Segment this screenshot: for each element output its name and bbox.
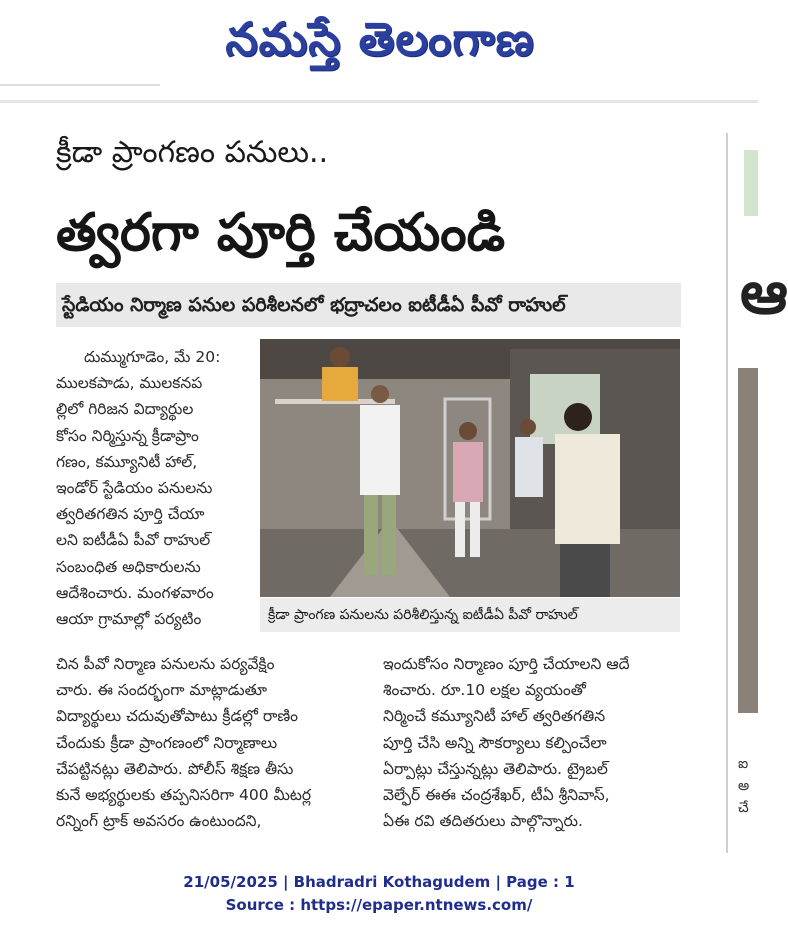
body-line: ఇందుకోసం నిర్మాణం పూర్తి చేయాలని ఆదే xyxy=(383,655,630,673)
body-line: రన్నింగ్ ట్రాక్ అవసరం ఉంటుందని, xyxy=(56,812,262,831)
adjacent-article-strip xyxy=(726,133,788,853)
article-body-bottom-right xyxy=(383,651,693,834)
body-line: కోసం నిర్మిస్తున్న క్రీడాప్రాం xyxy=(56,426,199,445)
article-deck: స్టేడియం నిర్మాణ పనుల పరిశీలనలో భద్రాచలం ఐటీడీఏ పీవో రాహుల్ xyxy=(56,283,681,327)
column-divider xyxy=(726,133,728,853)
body-line: నిర్మించే కమ్యూనిటీ హాల్ త్వరితగతిన xyxy=(383,707,606,726)
photo-caption: క్రీడా ప్రాంగణ పనులను పరిశీలిస్తున్న ఐటీడీఏ పీవో రాహుల్ xyxy=(260,598,680,632)
article-body-bottom-left xyxy=(56,651,376,834)
body-line: వెల్ఫేర్ ఈఈ చంద్రశేఖర్, టీఏ శ్రీనివాస్, xyxy=(383,786,610,805)
adjacent-text-fragment xyxy=(738,753,749,819)
news-article xyxy=(0,103,700,863)
body-line: ల్లిలో గిరిజన విద్యార్థుల xyxy=(56,400,194,419)
footer-source: Source : https://epaper.ntnews.com/ xyxy=(225,896,533,914)
body-line: సంబంధిత అధికారులను xyxy=(56,557,201,576)
body-line: విద్యార్థులు చదువుతోపాటు క్రీడల్లో రాణిం xyxy=(56,707,299,726)
article-headline: త్వరగా పూర్తి చేయండి xyxy=(56,203,506,263)
body-line: కునే అభ్యర్థులకు తప్పనిసరిగా 400 మీటర్ల xyxy=(56,786,312,805)
adjacent-photo xyxy=(738,368,758,713)
body-line: లని ఐటీడీఏ పీవో రాహుల్ xyxy=(56,531,211,550)
photo-illustration xyxy=(260,339,680,597)
body-line: ములకపాడు, ములకనప xyxy=(56,374,203,393)
article-body-left xyxy=(56,344,251,632)
article-kicker: క్రీడా ప్రాంగణం పనులు.. xyxy=(56,135,329,170)
adjacent-headline-fragment: ఆ xyxy=(740,258,788,328)
newspaper-logo: నమస్తే తెలంగాణ xyxy=(225,12,535,66)
body-line: చేపట్టినట్లు తెలిపారు. పోలీస్ శిక్షణ తీసు xyxy=(56,759,294,778)
masthead-divider-left xyxy=(0,84,160,86)
footer-edition-info: 21/05/2025 | Bhadradri Kothagudem | Page : 1 xyxy=(183,873,575,891)
body-line: చారు. ఈ సందర్భంగా మాట్లాడుతూ xyxy=(56,681,268,700)
body-line: గణం, కమ్యూనిటీ హాల్, xyxy=(56,452,198,471)
body-line: ఏఈ రవి తదితరులు పాల్గొన్నారు. xyxy=(383,812,583,831)
body-line: త్వరితగతిన పూర్తి చేయా xyxy=(56,505,205,524)
body-line: దుమ్ముగూడెం, మే 20: xyxy=(84,348,221,366)
adjacent-text-line: అ xyxy=(738,778,750,794)
adjacent-text-line: ఐ xyxy=(738,756,749,772)
masthead xyxy=(0,0,758,100)
body-line: శించారు. రూ.10 లక్షల వ్యయంతో xyxy=(383,681,586,700)
adjacent-text-line: చే xyxy=(738,800,749,816)
body-line: పూర్తి చేసి అన్ని సౌకర్యాలు కల్పించేలా xyxy=(383,733,607,752)
body-line: చిన పీవో నిర్మాణ పనులను పర్యవేక్షిం xyxy=(56,655,275,673)
body-line: ఆదేశించారు. మంగళవారం xyxy=(56,583,214,602)
body-line: చేందుకు క్రీడా ప్రాంగణంలో నిర్మాణాలు xyxy=(56,733,278,752)
body-line: ఇండోర్ స్టేడియం పనులను xyxy=(56,479,213,498)
adjacent-kicker-box xyxy=(744,150,758,216)
body-line: ఏర్పాట్లు చేస్తున్నట్లు తెలిపారు. ట్రైబల్ xyxy=(383,759,608,778)
body-line: ఆయా గ్రామాల్లో పర్యటిం xyxy=(56,610,202,629)
article-photo xyxy=(260,339,680,597)
